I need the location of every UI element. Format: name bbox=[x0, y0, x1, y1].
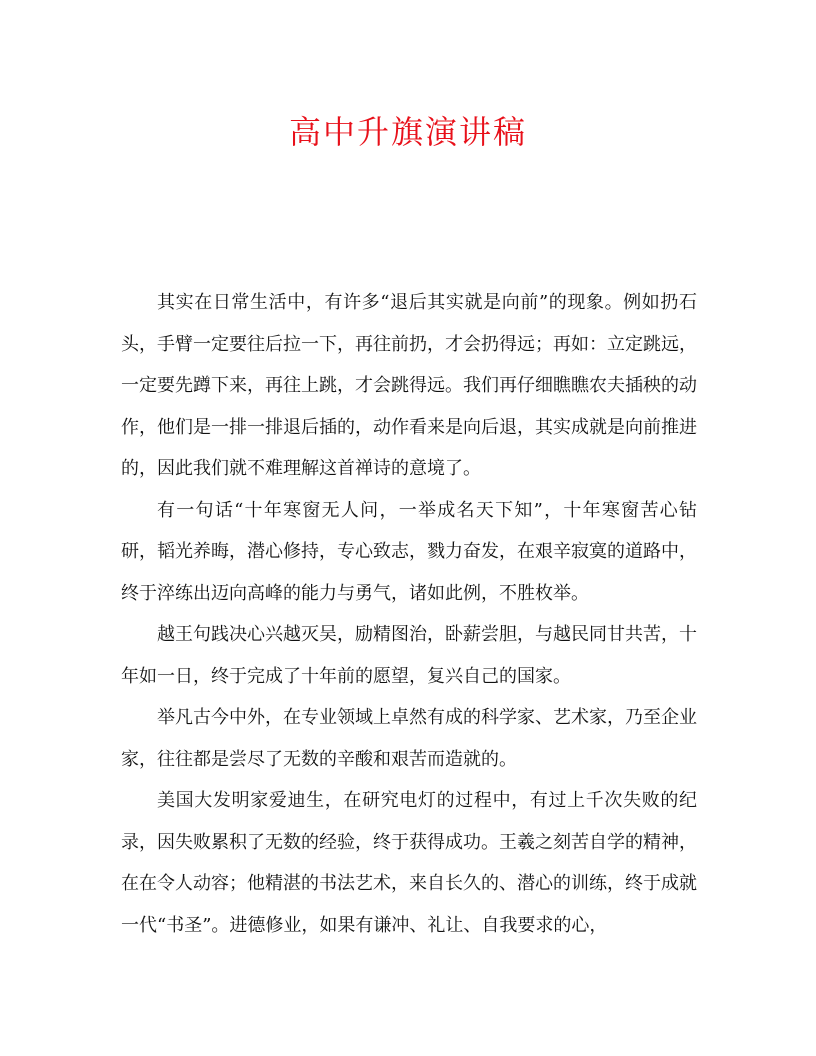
paragraph-2: 有一句话“十年寒窗无人问，一举成名天下知”，十年寒窗苦心钻研，韬光养晦，潜心修持，专心致志，戮力奋发，在艰辛寂寞的道路中，终于淬练出迈向高峰的能力与勇气，诸如此例，不胜枚举。 bbox=[121, 499, 697, 604]
paragraph-3: 越王句践决心兴越灭吴，励精图治，卧薪尝胆，与越民同甘共苦，十年如一日，终于完成了十年前的愿望，复兴自己的国家。 bbox=[121, 624, 697, 687]
paragraph-1: 其实在日常生活中，有许多“退后其实就是向前”的现象。例如扔石头，手臂一定要往后拉一下，再往前扔，才会扔得远；再如：立定跳远，一定要先蹲下来，再往上跳，才会跳得远。我们再仔细瞧瞧农夫插秧的动作，他们是一排一排退后插的，动作看来是向后退，其实成就是向前推进的，因此我们就不难理解这首禅诗的意境了。 bbox=[121, 292, 697, 479]
paragraph-4: 举凡古今中外，在专业领域上卓然有成的科学家、艺术家，乃至企业家，往往都是尝尽了无数的辛酸和艰苦而造就的。 bbox=[121, 707, 697, 770]
document-body bbox=[121, 282, 697, 946]
paragraph-5: 美国大发明家爱迪生，在研究电灯的过程中，有过上千次失败的纪录，因失败累积了无数的经验，终于获得成功。王羲之刻苦自学的精神，在在令人动容；他精湛的书法艺术，来自长久的、潜心的训练，终于成就一代“书圣”。进德修业，如果有谦冲、礼让、自我要求的心， bbox=[121, 790, 697, 936]
document-title: 高中升旗演讲稿 bbox=[288, 113, 527, 151]
